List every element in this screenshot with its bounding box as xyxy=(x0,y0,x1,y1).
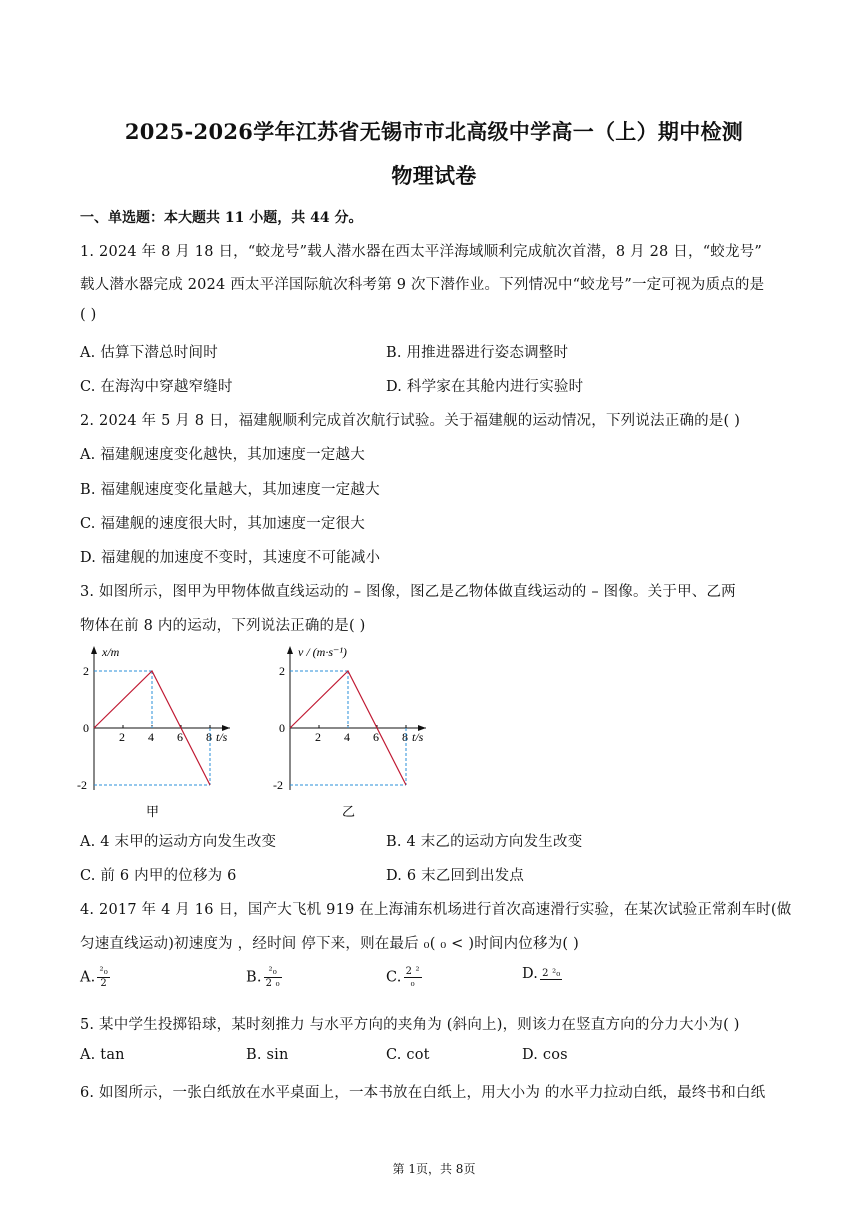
x-tick-label: 8 xyxy=(206,730,212,744)
q4-option-d-label: D. xyxy=(522,966,539,982)
q1-option-c: C. 在海沟中穿越窄缝时 xyxy=(80,379,233,395)
chart-caption: 乙 xyxy=(342,804,356,819)
q2-option-a: A. 福建舰速度变化越快，其加速度一定越大 xyxy=(80,447,365,463)
q4-option-a-denominator: 2 xyxy=(100,978,107,989)
q2-option-b: B. 福建舰速度变化量越大，其加速度一定越大 xyxy=(80,482,380,498)
q4-option-a-fraction xyxy=(97,966,109,989)
q4-option-b xyxy=(246,966,282,989)
y-axis-label: v / (m·s⁻¹) xyxy=(298,645,347,659)
x-tick-label: 6 xyxy=(373,730,379,744)
q5-line1: 5. 某中学生投掷铅球，某时刻推力 与水平方向的夹角为 (斜向上)，则该力在竖直方向的分力大小为( ) xyxy=(80,1017,740,1033)
q4-option-b-label: B. xyxy=(246,969,262,986)
paper-title-line2: 物理试卷 xyxy=(391,163,477,188)
q2-line1: 2. 2024 年 5 月 8 日，福建舰顺利完成首次航行试验。关于福建舰的运动情况，下列说法正确的是( ) xyxy=(80,413,741,429)
y-axis-arrow xyxy=(287,646,293,654)
q4-option-b-denominator: 2 ₀ xyxy=(265,978,280,989)
y-tick-label: -2 xyxy=(273,778,283,792)
x-tick-label: 4 xyxy=(344,730,350,744)
q4-option-b-fraction xyxy=(264,966,282,989)
q5-option-d: D. cos xyxy=(522,1047,568,1063)
y-tick-label: -2 xyxy=(77,778,87,792)
q5-option-c: C. cot xyxy=(386,1047,430,1063)
chart-yi xyxy=(268,640,468,825)
q5-option-b: B. sin xyxy=(246,1047,289,1063)
q1-option-b: B. 用推进器进行姿态调整时 xyxy=(386,345,569,361)
q4-option-a-label: A. xyxy=(80,969,96,986)
x-axis-label: t/s xyxy=(412,730,424,744)
q4-option-d-fraction xyxy=(540,968,562,980)
q4-option-c-label: C. xyxy=(386,969,402,986)
x-axis-label: t/s xyxy=(216,730,228,744)
chart-jia xyxy=(72,640,272,825)
x-tick-label: 8 xyxy=(402,730,408,744)
q4-option-d-numerator: 2 ²₀ xyxy=(542,968,561,979)
q3-option-b: B. 4 末乙的运动方向发生改变 xyxy=(386,834,583,850)
q4-option-a xyxy=(80,966,110,989)
q5-option-a: A. tan xyxy=(80,1047,125,1063)
q3-option-d: D. 6 末乙回到出发点 xyxy=(386,868,525,884)
q3-line1: 3. 如图所示，图甲为甲物体做直线运动的 – 图像，图乙是乙物体做直线运动的 – 图像。关于甲、乙两 xyxy=(80,584,736,600)
q1-option-a: A. 估算下潜总时间时 xyxy=(80,345,218,361)
x-tick-label: 2 xyxy=(119,730,125,744)
page-footer: 第 1页，共 8页 xyxy=(392,1162,476,1176)
q1-line3: ( ) xyxy=(80,307,97,323)
q4-option-c-fraction xyxy=(404,966,422,989)
x-tick-label: 2 xyxy=(315,730,321,744)
q2-option-d: D. 福建舰的加速度不变时，其速度不可能减小 xyxy=(80,550,381,566)
q6-line1: 6. 如图所示，一张白纸放在水平桌面上，一本书放在白纸上，用大小为 的水平力拉动白纸，最终书和白纸 xyxy=(80,1085,766,1101)
q1-option-d: D. 科学家在其舱内进行实验时 xyxy=(386,379,584,395)
q1-line2: 载人潜水器完成 2024 西太平洋国际航次科考第 9 次下潜作业。下列情况中“蛟龙号”一定可视为质点的是 xyxy=(80,277,765,293)
x-tick-label: 4 xyxy=(148,730,154,744)
q3-option-c: C. 前 6 内甲的位移为 6 xyxy=(80,868,237,884)
q4-line2: 匀速直线运动)初速度为 ，经时间 停下来，则在最后 ₀( ₀ < )时间内位移为( ) xyxy=(80,936,579,952)
y-axis-label: x/m xyxy=(102,645,120,659)
q4-option-b-numerator: ²₀ xyxy=(264,966,282,978)
q4-option-c-numerator: 2 ² xyxy=(405,966,420,977)
x-tick-label: 6 xyxy=(177,730,183,744)
y-tick-label: 0 xyxy=(83,721,89,735)
chart-caption: 甲 xyxy=(146,804,160,819)
y-tick-label: 0 xyxy=(279,721,285,735)
q4-option-d xyxy=(522,966,562,982)
q2-option-c: C. 福建舰的速度很大时，其加速度一定很大 xyxy=(80,516,365,532)
q1-line1: 1. 2024 年 8 月 18 日，“蛟龙号”载人潜水器在西太平洋海域顺利完成航次首潜，8 月 28 日，“蛟龙号” xyxy=(80,244,763,260)
q4-option-a-numerator: ²₀ xyxy=(99,966,108,977)
paper-title-line1: 2025-2026学年江苏省无锡市市北高级中学高一（上）期中检测 xyxy=(124,119,744,144)
y-tick-label: 2 xyxy=(279,664,285,678)
y-tick-label: 2 xyxy=(83,664,89,678)
q4-option-c-denominator: ₀ xyxy=(410,978,415,989)
q4-option-c xyxy=(386,966,422,989)
section-heading: 一、单选题：本大题共 11 小题，共 44 分。 xyxy=(80,210,363,226)
q3-line2: 物体在前 8 内的运动，下列说法正确的是( ) xyxy=(80,618,366,634)
q3-option-a: A. 4 末甲的运动方向发生改变 xyxy=(80,834,277,850)
y-axis-arrow xyxy=(91,646,97,654)
q4-line1: 4. 2017 年 4 月 16 日，国产大飞机 919 在上海浦东机场进行首次高速滑行实验，在某次试验正常刹车时(做 xyxy=(80,902,792,918)
